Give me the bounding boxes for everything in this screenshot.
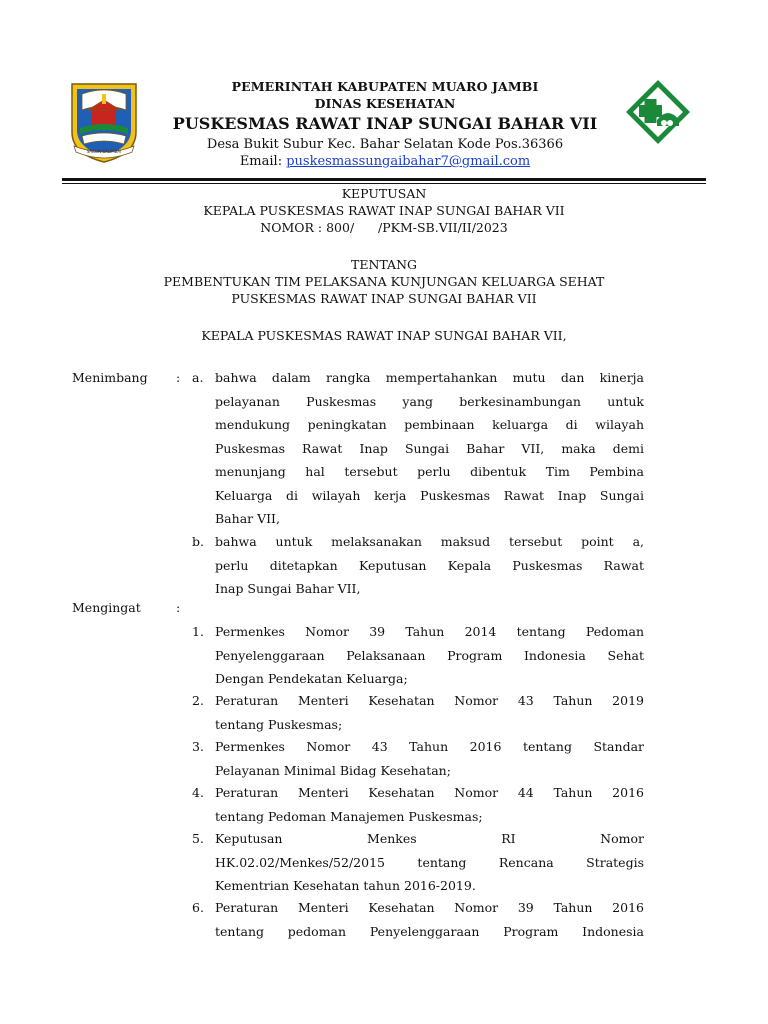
item-marker: 2. — [192, 693, 204, 708]
issuer-line: KEPALA PUSKESMAS RAWAT INAP SUNGAI BAHAR VII, — [201, 328, 567, 343]
item-line: Penyelenggaraan Pelaksanaan Program Indonesia Sehat — [215, 647, 644, 663]
subject-line-1: PEMBENTUKAN TIM PELAKSANA KUNJUNGAN KELUARGA SEHAT — [163, 274, 605, 289]
item-line: Permenkes Nomor 39 Tahun 2014 tentang Pedoman — [215, 624, 644, 639]
decree-subject — [62, 256, 706, 307]
menimbang-label: Menimbang — [72, 370, 148, 385]
decree-number: NOMOR : 800/ /PKM-SB.VII/II/2023 — [260, 220, 508, 235]
item-line: Permenkes Nomor 43 Tahun 2016 tentang Standar — [215, 739, 644, 754]
item-text — [215, 827, 644, 898]
item-marker: 1. — [192, 624, 204, 639]
item-marker: b. — [192, 534, 204, 549]
tentang-heading: TENTANG — [350, 257, 417, 272]
item-line: Kementrian Kesehatan tahun 2016-2019. — [215, 878, 476, 893]
item-line: Peraturan Menteri Kesehatan Nomor 43 Tahun 2019 — [215, 693, 644, 708]
item-line: tentang Puskesmas; — [215, 716, 343, 732]
item-text — [215, 896, 644, 943]
item-marker: 6. — [192, 900, 204, 915]
government-name: PEMERINTAH KABUPATEN MUARO JAMBI — [231, 79, 539, 94]
item-marker: 4. — [192, 785, 204, 800]
item-line: Inap Sungai Bahar VII, — [215, 581, 361, 596]
subject-line-2: PUSKESMAS RAWAT INAP SUNGAI BAHAR VII — [231, 291, 537, 306]
item-text — [215, 781, 644, 828]
item-line: HK.02.02/Menkes/52/2015 tentang Rencana Strategis — [215, 854, 644, 870]
institution-name: PUSKESMAS RAWAT INAP SUNGAI BAHAR VII — [172, 114, 598, 133]
item-text — [215, 689, 644, 736]
item-line: mendukung peningkatan pembinaan keluarga di wilayah — [215, 417, 644, 432]
item-line: Bahar VII, — [215, 511, 280, 526]
item-line: pelayanan Puskesmas yang berkesinambungan untuk — [215, 393, 644, 409]
item-line: bahwa untuk melaksanakan maksud tersebut point a, — [215, 534, 644, 549]
email-link[interactable]: puskesmassungaibahar7@gmail.com — [286, 154, 531, 169]
item-line: Peraturan Menteri Kesehatan Nomor 44 Tahun 2016 — [215, 785, 644, 800]
letterhead — [0, 0, 768, 180]
item-line: Pelayanan Minimal Bidag Kesehatan; — [215, 762, 451, 778]
item-line: Puskesmas Rawat Inap Sungai Bahar VII, maka demi — [215, 440, 644, 456]
email-label: Email: — [239, 154, 287, 169]
item-line: Dengan Pendekatan Keluarga; — [215, 671, 408, 686]
letterhead-rule-thick — [62, 178, 706, 181]
item-line: bahwa dalam rangka mempertahankan mutu dan kinerja — [215, 370, 644, 385]
item-marker: 5. — [192, 831, 204, 846]
email-line — [150, 153, 620, 170]
address-line: Desa Bukit Subur Kec. Bahar Selatan Kode Pos.36366 — [206, 137, 564, 152]
item-marker: 3. — [192, 739, 204, 754]
puskesmas-logo-icon — [624, 78, 692, 146]
emblem-motto: SAILUN SALIMBAI — [86, 149, 122, 154]
letterhead-text — [150, 78, 620, 170]
issuer-statement — [62, 327, 706, 344]
item-text — [215, 530, 644, 601]
item-line: Keluarga di wilayah kerja Puskesmas Rawat Inap Sungai — [215, 487, 644, 503]
mengingat-label: Mengingat — [72, 600, 141, 615]
menimbang-colon: : — [176, 370, 181, 385]
item-text — [215, 620, 644, 691]
issuer-heading: KEPALA PUSKESMAS RAWAT INAP SUNGAI BAHAR VII — [203, 203, 565, 218]
item-text — [215, 366, 644, 531]
item-line: Keputusan Menkes RI Nomor — [215, 831, 644, 846]
item-line: tentang pedoman Penyelenggaraan Program Indonesia — [215, 923, 644, 939]
mengingat-colon: : — [176, 600, 181, 615]
item-text — [215, 735, 644, 782]
letterhead-rule-thin — [62, 183, 706, 184]
keputusan-heading: KEPUTUSAN — [341, 186, 427, 201]
department-name: DINAS KESEHATAN — [314, 96, 456, 111]
item-line: menunjang hal tersebut perlu dibentuk Tim Pembina — [215, 464, 644, 479]
decree-title — [62, 185, 706, 236]
item-line: perlu ditetapkan Keputusan Kepala Puskesmas Rawat — [215, 557, 644, 573]
item-line: tentang Pedoman Manajemen Puskesmas; — [215, 808, 483, 824]
item-marker: a. — [192, 370, 204, 385]
item-line: Peraturan Menteri Kesehatan Nomor 39 Tahun 2016 — [215, 900, 644, 915]
